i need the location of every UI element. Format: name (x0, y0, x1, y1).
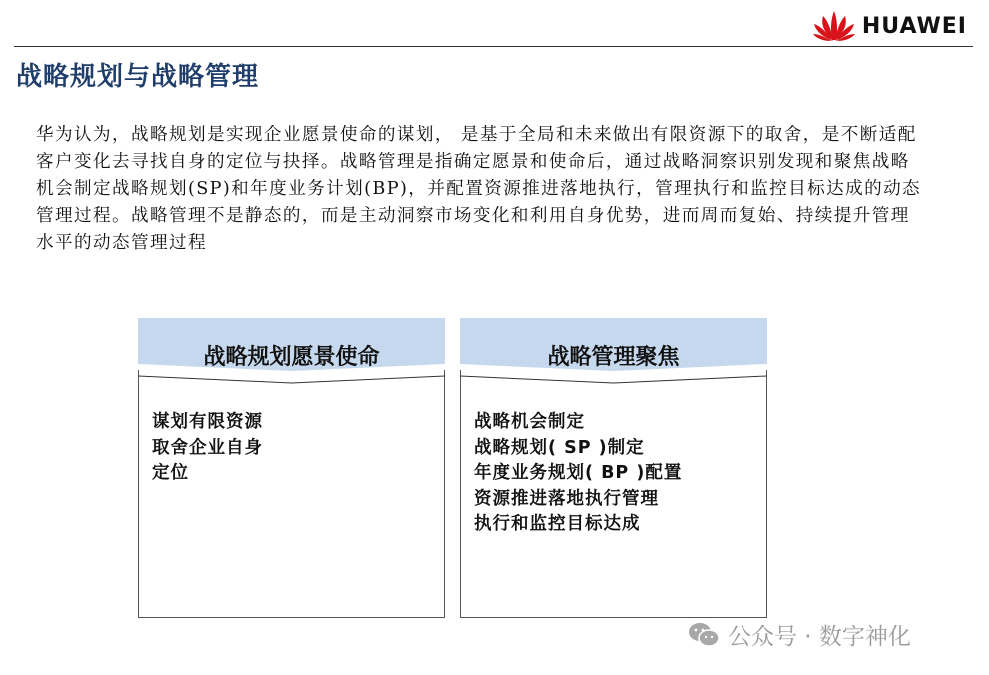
card-title: 战略规划愿景使命 (203, 345, 380, 370)
card-list (152, 410, 263, 487)
list-item: 谋划有限资源 (152, 412, 263, 432)
card-list (474, 410, 682, 538)
list-item: 年度业务规划( BP )配置 (474, 463, 683, 483)
card-header (460, 318, 767, 388)
card-header (138, 318, 445, 388)
card-title: 战略管理聚焦 (547, 345, 680, 370)
huawei-logo (812, 10, 967, 42)
card-body (138, 370, 445, 618)
huawei-flower-icon (812, 10, 856, 42)
list-item: 资源推进落地执行管理 (474, 488, 659, 509)
card-strategy-planning (138, 318, 445, 618)
page-title: 战略规划与战略管理 (16, 62, 260, 92)
watermark-text: 公众号 · 数字神化 (728, 624, 911, 650)
list-item: 定位 (152, 463, 189, 483)
list-item: 战略机会制定 (474, 412, 585, 432)
logo-text: HUAWEI (861, 13, 967, 39)
card-strategy-management (460, 318, 767, 618)
list-item: 战略规划( SP )制定 (474, 437, 645, 458)
intro-paragraph: 华为认为，战略规划是实现企业愿景使命的谋划， 是基于全局和未来做出有限资源下的取舍，是不断适配客户变化去寻找自身的定位与抉择。战略管理是指确定愿景和使命后，通过战略洞察识别发现和聚焦战略机会制定战略规划(SP)和年度业务计划(BP)，并配置资源推进落地执行，管理执行和监控目标达成的动态管理过程。战略管理不是静态的，而是主动洞察市场变化和利用自身优势，进而周而复始、持续提升管理水平的动态管理过程 (36, 125, 922, 253)
header-divider (14, 46, 973, 47)
watermark (688, 618, 911, 651)
list-item: 执行和监控目标达成 (474, 514, 641, 534)
list-item: 取舍企业自身 (152, 437, 263, 458)
wechat-icon (688, 621, 720, 649)
